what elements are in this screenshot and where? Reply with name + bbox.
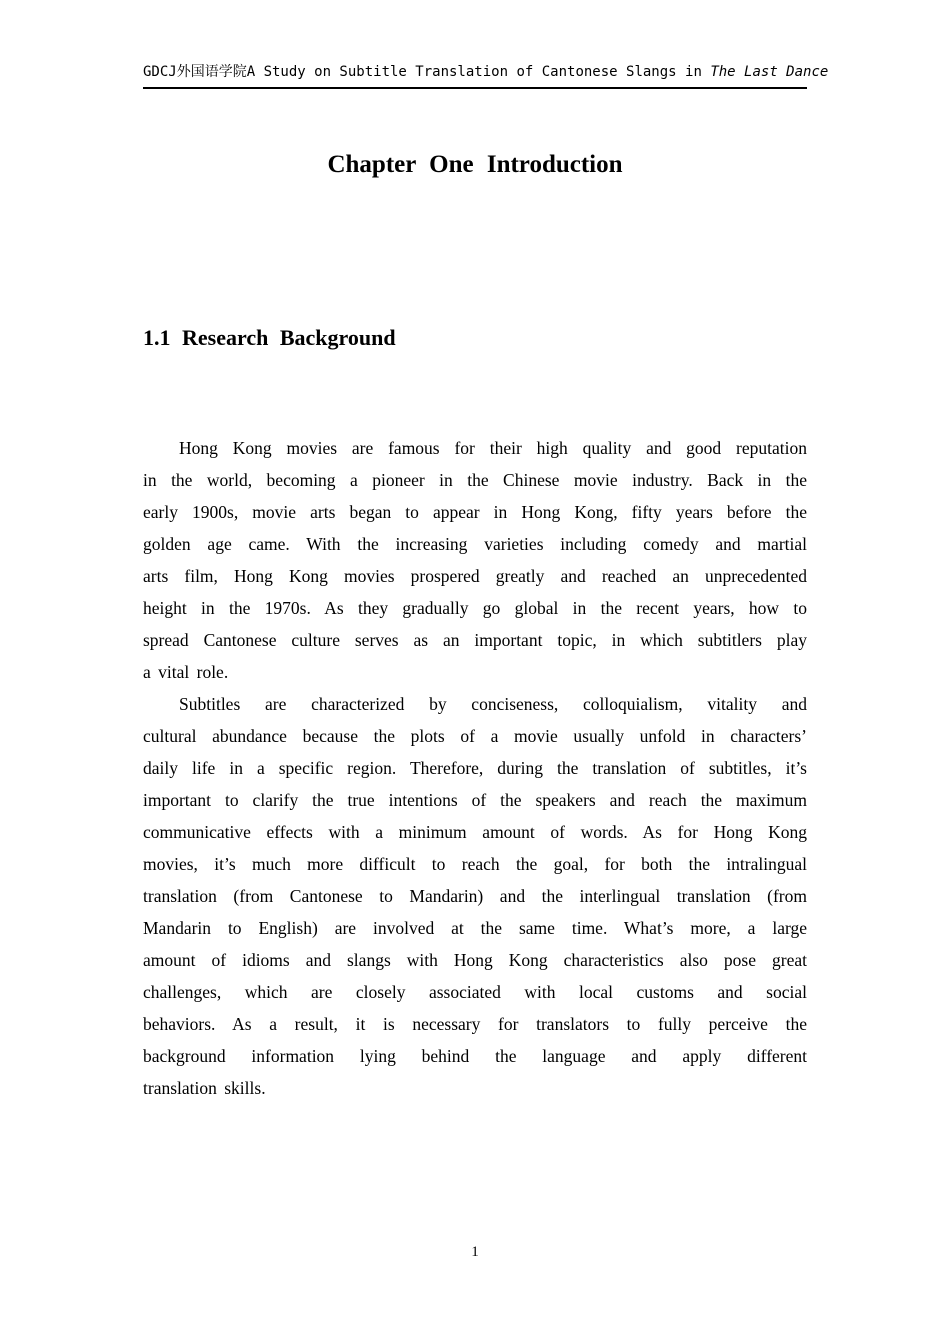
running-header (143, 63, 829, 89)
body-line: important to clarify the true intentions of the speakers and reach the maximum (143, 790, 807, 810)
body-line: early 1900s, movie arts began to appear in Hong Kong, fifty years before the (143, 502, 807, 522)
body-line: arts film, Hong Kong movies prospered greatly and reached an unprecedented (143, 566, 807, 586)
body-line: in the world, becoming a pioneer in the Chinese movie industry. Back in the (143, 470, 807, 490)
header-institution: GDCJ外国语学院 (143, 64, 247, 80)
body-line: amount of idioms and slangs with Hong Kong characteristics also pose great (143, 950, 807, 970)
body-line: Subtitles are characterized by conciseness, colloquialism, vitality and (179, 694, 807, 714)
body-text (143, 432, 807, 1104)
paragraph (143, 688, 807, 1104)
body-line: translation skills. (143, 1078, 266, 1098)
body-line: daily life in a specific region. Therefore, during the translation of subtitles, it’s (143, 758, 807, 778)
body-line: translation (from Cantonese to Mandarin) and the interlingual translation (from (143, 886, 807, 906)
header-document-title (247, 63, 829, 82)
body-line: challenges, which are closely associated with local customs and social (143, 982, 807, 1002)
body-line: movies, it’s much more difficult to reach the goal, for both the intralingual (143, 854, 807, 874)
paragraph (143, 432, 807, 688)
body-line: communicative effects with a minimum amount of words. As for Hong Kong (143, 822, 807, 842)
section-heading: 1.1 Research Background (143, 325, 396, 350)
header-title-prefix: A Study on Subtitle Translation of Cantonese Slangs in (246, 64, 711, 80)
body-line: golden age came. With the increasing varieties including comedy and martial (143, 534, 807, 554)
chapter-title: Chapter One Introduction (327, 151, 623, 178)
body-line: behaviors. As a result, it is necessary for translators to fully perceive the (143, 1014, 807, 1034)
body-line: Hong Kong movies are famous for their high quality and good reputation (179, 438, 807, 458)
body-line: background information lying behind the language and apply different (143, 1046, 807, 1066)
body-line: spread Cantonese culture serves as an important topic, in which subtitlers play (143, 630, 807, 650)
body-line: a vital role. (143, 662, 229, 682)
page-number: 1 (471, 1244, 479, 1260)
body-line: cultural abundance because the plots of a movie usually unfold in characters’ (143, 726, 807, 746)
body-line: Mandarin to English) are involved at the same time. What’s more, a large (143, 918, 807, 938)
header-title-movie-name: The Last Dance (710, 64, 829, 80)
body-line: height in the 1970s. As they gradually go global in the recent years, how to (143, 598, 807, 618)
